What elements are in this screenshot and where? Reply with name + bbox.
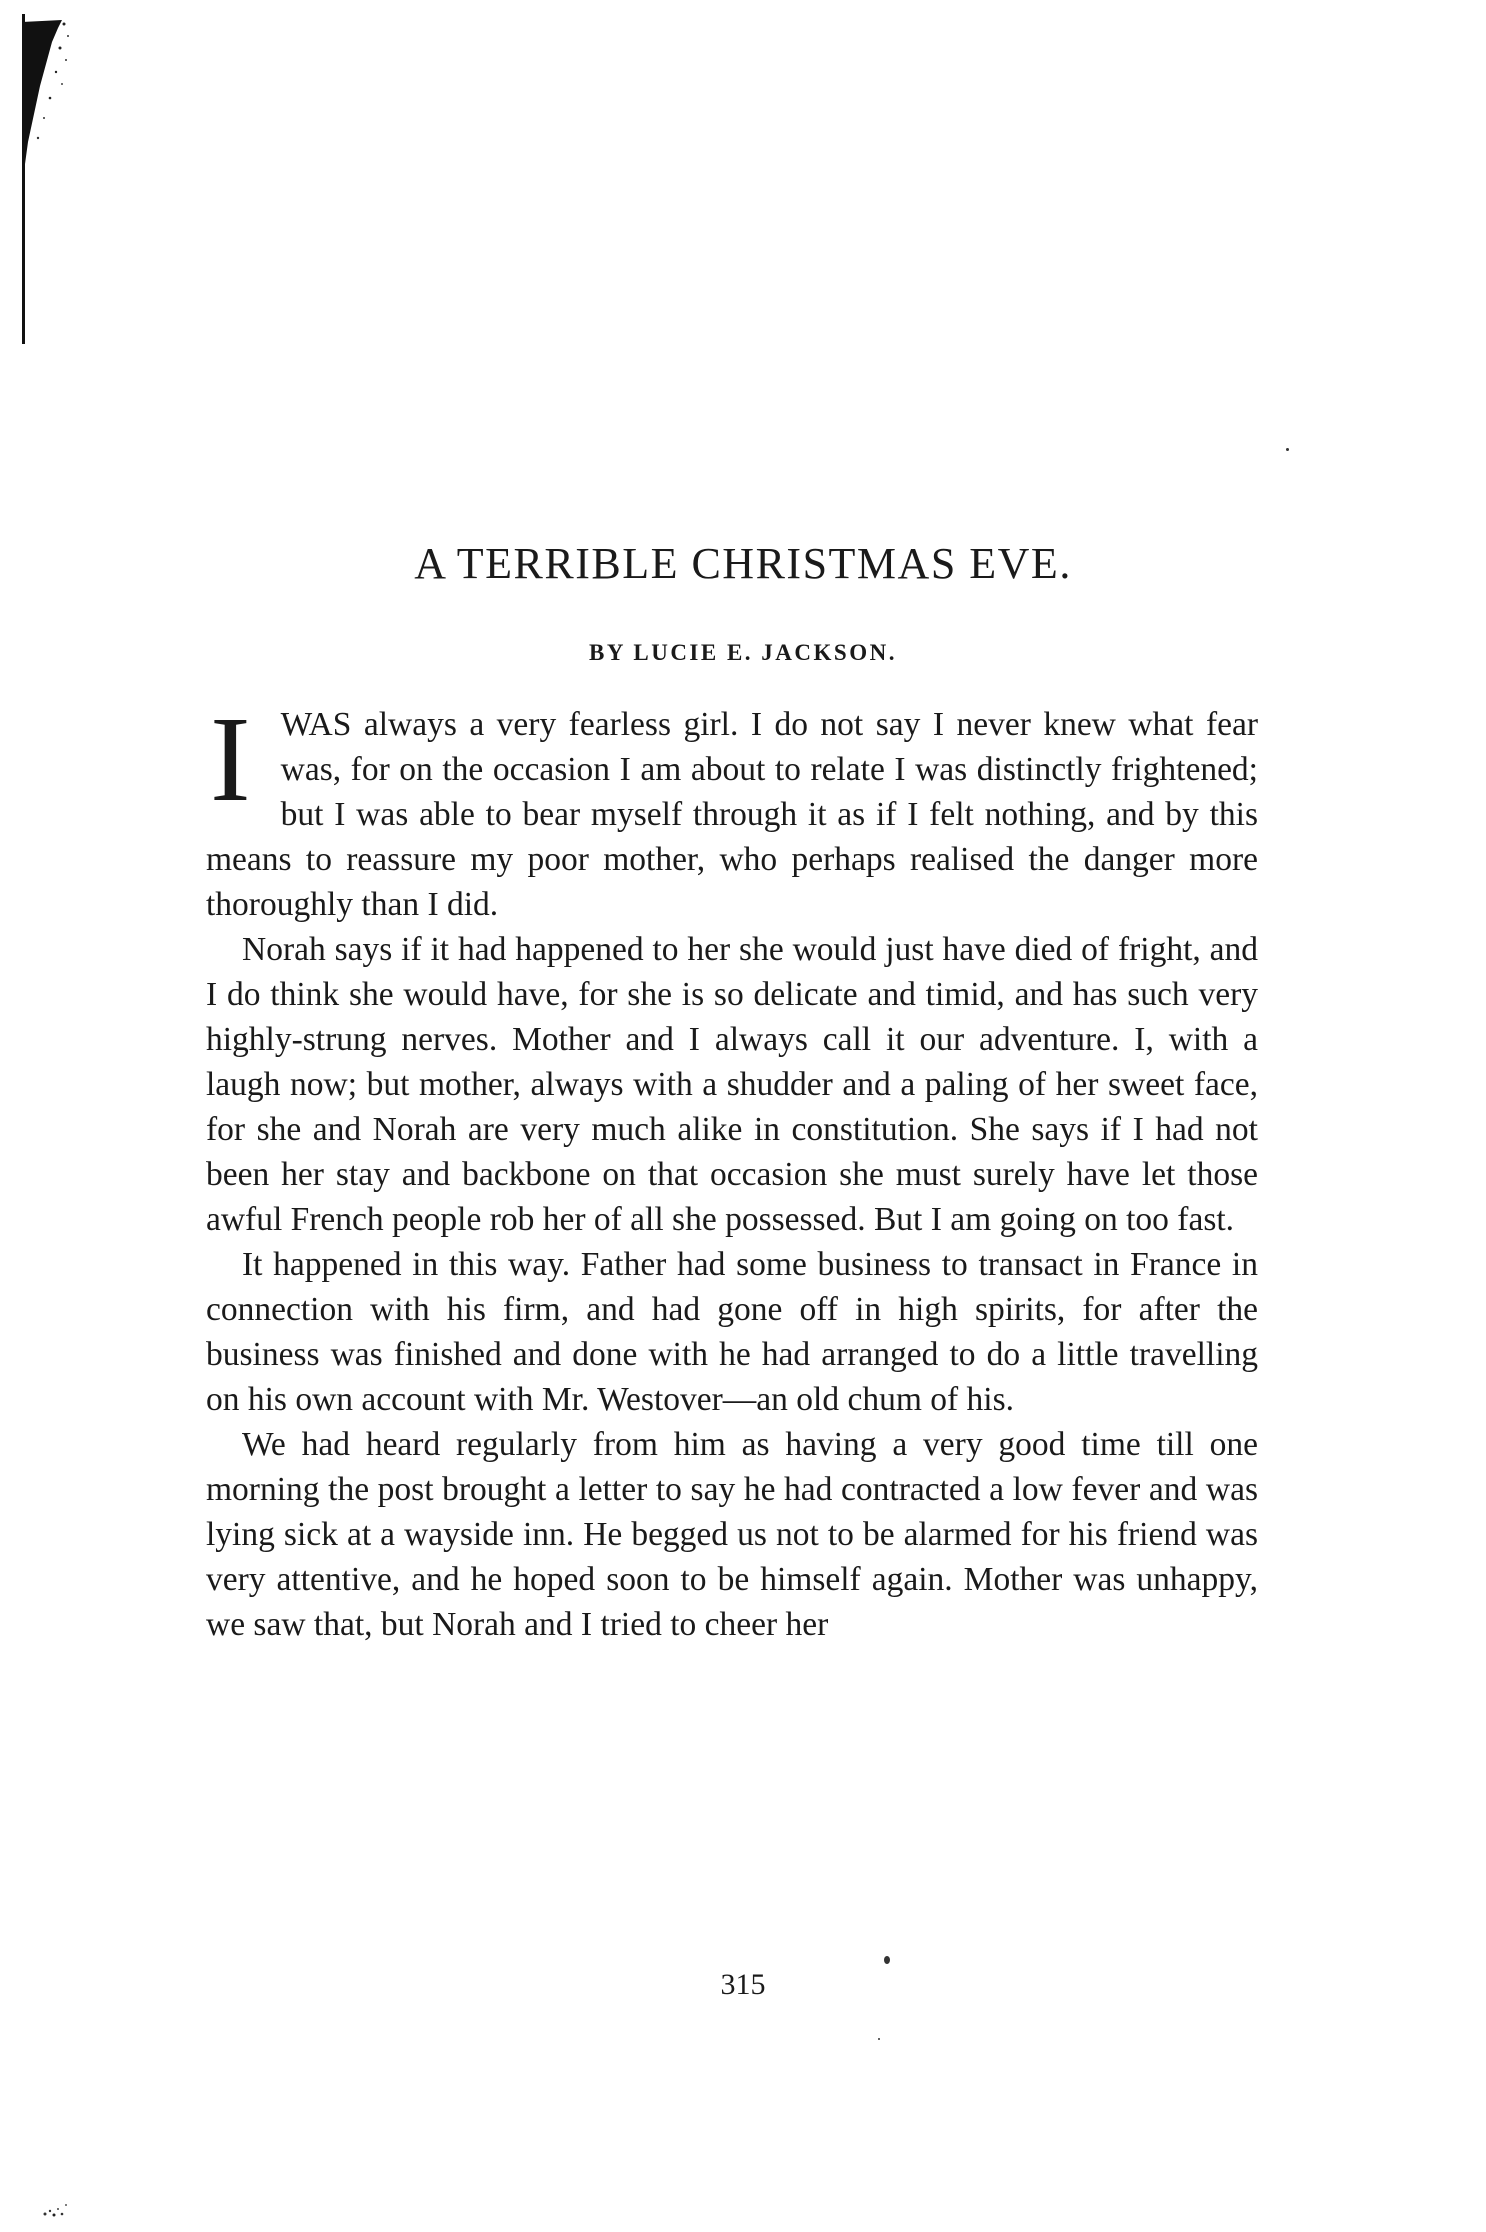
body-paragraph: Norah says if it had happened to her she would just have died of fright, and I do think she would have, for she is so delicate and timid, and has such very highly-strung nerves. Mother and I always call it our adventure. I, with a laugh now; but mother, always with a shudder and a paling of her sweet face, for she and Norah are very much alike in constitution. She says if I had not been her stay and backbone on that occasion she must surely have let those awful French people rob her of all she possessed. But I am going on too fast. (206, 931, 1258, 1238)
article-title: A TERRIBLE CHRISTMAS EVE. (414, 539, 1072, 588)
first-paragraph-text: WAS always a very fearless girl. I do not say I never knew what fear was, for on the occasion I am about to relate I was distinctly frightened; but I was able to bear myself through it as if I felt nothing, and by this means to reassure my poor mother, who perhaps realised the danger more thoroughly than I did. (206, 706, 1258, 923)
article-body (206, 692, 1258, 1647)
ink-speck (878, 2038, 880, 2040)
scan-edge-mark (22, 14, 74, 344)
first-paragraph (206, 692, 1258, 927)
body-paragraph: We had heard regularly from him as having a very good time till one morning the post brought a letter to say he had contracted a low fever and was lying sick at a wayside inn. He begged us not to be alarmed for his friend was very attentive, and he hoped soon to be himself again. Mother was unhappy, we saw that, but Norah and I tried to cheer her (206, 1426, 1258, 1643)
scan-corner-mark (40, 2196, 70, 2218)
drop-cap: I (210, 692, 251, 827)
article-byline: BY LUCIE E. JACKSON. (589, 640, 897, 665)
body-paragraph: It happened in this way. Father had some business to transact in France in connection with his firm, and had gone off in high spirits, for after the business was finished and done with he had arranged to do a little travelling on his own account with Mr. Westover—an old chum of his. (206, 1246, 1258, 1418)
ink-speck (1286, 448, 1289, 451)
ink-speck (884, 1956, 890, 1964)
page-number: 315 (720, 1968, 766, 2001)
